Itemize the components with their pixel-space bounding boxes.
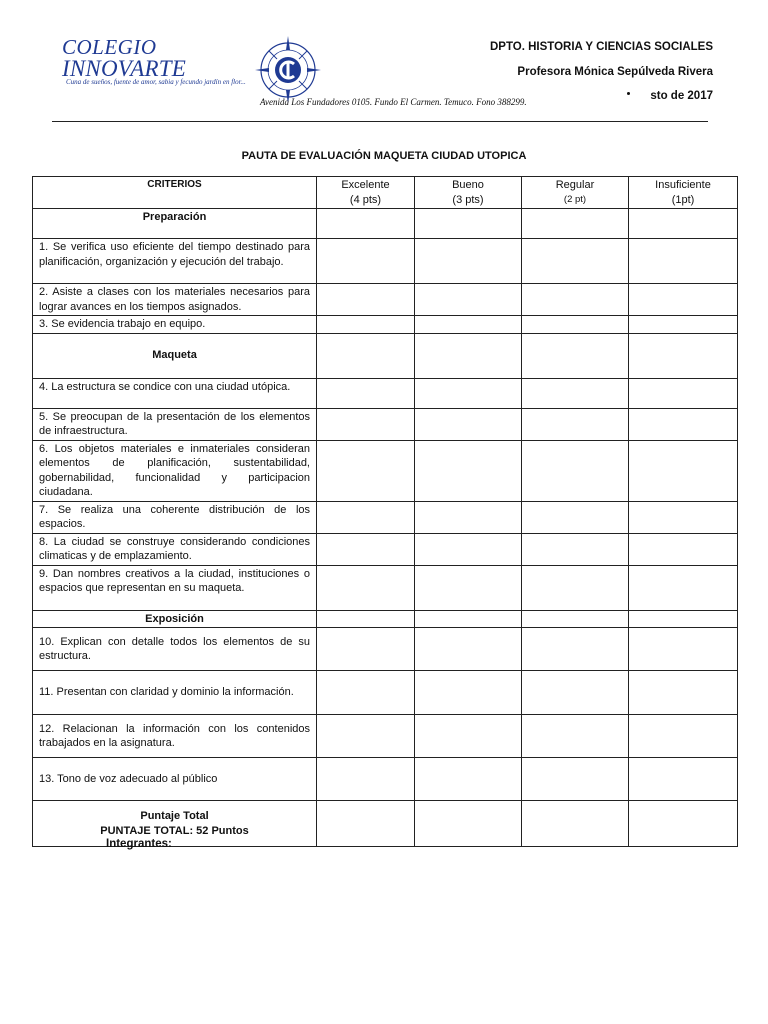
teacher-name: Profesora Mónica Sepúlveda Rivera bbox=[517, 66, 713, 78]
total-points: PUNTAJE TOTAL: 52 Puntos bbox=[100, 824, 249, 837]
score-cell[interactable] bbox=[522, 758, 629, 801]
score-cell[interactable] bbox=[415, 501, 522, 533]
criterion-11: 11. Presentan con claridad y dominio la información. bbox=[33, 671, 317, 715]
members-label: Integrantes: bbox=[106, 838, 172, 850]
level-name: Regular bbox=[555, 179, 595, 191]
score-cell[interactable] bbox=[415, 758, 522, 801]
table-header-row bbox=[33, 177, 738, 209]
table-row bbox=[33, 565, 738, 610]
logo-tagline: Cuna de sueños, fuente de amor, sabia y fecundo jardín en flor... bbox=[66, 78, 246, 86]
score-cell[interactable] bbox=[522, 671, 629, 715]
table-row bbox=[33, 628, 738, 671]
score-cell[interactable] bbox=[629, 801, 738, 847]
score-cell[interactable] bbox=[415, 284, 522, 316]
criterion-6: 6. Los objetos materiales e inmateriales consideran elementos de planificación, sustentabilidad, gobernabilidad, funcionalidad y participacion ciudadana. bbox=[33, 440, 317, 501]
score-cell[interactable] bbox=[522, 501, 629, 533]
score-cell[interactable] bbox=[317, 316, 415, 334]
score-cell[interactable] bbox=[317, 239, 415, 284]
school-address: Avenida Los Fundadores 0105. Fundo El Carmen. Temuco. Fono 388299. bbox=[260, 97, 527, 107]
level-points: (2 pt) bbox=[563, 193, 587, 205]
level-name: Bueno bbox=[452, 179, 484, 191]
criterion-4: 4. La estructura se condice con una ciudad utópica. bbox=[33, 378, 317, 408]
section-row-preparacion bbox=[33, 209, 738, 239]
date-mark bbox=[627, 92, 630, 95]
table-row bbox=[33, 440, 738, 501]
score-cell[interactable] bbox=[415, 610, 522, 628]
score-cell[interactable] bbox=[629, 408, 738, 440]
section-row-maqueta bbox=[33, 333, 738, 378]
score-cell[interactable] bbox=[629, 671, 738, 715]
score-cell[interactable] bbox=[317, 209, 415, 239]
score-cell[interactable] bbox=[629, 758, 738, 801]
score-cell[interactable] bbox=[415, 533, 522, 565]
score-cell[interactable] bbox=[522, 333, 629, 378]
score-cell[interactable] bbox=[415, 565, 522, 610]
score-cell[interactable] bbox=[415, 440, 522, 501]
score-cell[interactable] bbox=[415, 628, 522, 671]
table-row bbox=[33, 408, 738, 440]
header-divider bbox=[52, 121, 708, 122]
score-cell[interactable] bbox=[629, 333, 738, 378]
score-cell[interactable] bbox=[522, 239, 629, 284]
score-cell[interactable] bbox=[415, 333, 522, 378]
score-cell[interactable] bbox=[317, 378, 415, 408]
table-row bbox=[33, 239, 738, 284]
score-cell[interactable] bbox=[317, 501, 415, 533]
score-cell[interactable] bbox=[317, 565, 415, 610]
school-emblem-icon bbox=[255, 36, 321, 104]
score-cell[interactable] bbox=[629, 378, 738, 408]
score-cell[interactable] bbox=[629, 316, 738, 334]
score-cell[interactable] bbox=[317, 715, 415, 758]
logo-line-1: COLEGIO bbox=[62, 35, 157, 59]
score-cell[interactable] bbox=[629, 284, 738, 316]
criterion-2: 2. Asiste a clases con los materiales necesarios para lograr avances en los tiempos asignados. bbox=[33, 284, 317, 316]
score-cell[interactable] bbox=[317, 440, 415, 501]
total-label-cell bbox=[33, 801, 317, 847]
rubric-table bbox=[32, 176, 738, 847]
section-exposicion: Exposición bbox=[33, 610, 317, 628]
score-cell[interactable] bbox=[522, 801, 629, 847]
criterion-9: 9. Dan nombres creativos a la ciudad, instituciones o espacios que representan en su maqueta. bbox=[33, 565, 317, 610]
score-cell[interactable] bbox=[317, 408, 415, 440]
score-cell[interactable] bbox=[522, 533, 629, 565]
table-row bbox=[33, 501, 738, 533]
section-row-exposicion bbox=[33, 610, 738, 628]
criterion-13: 13. Tono de voz adecuado al público bbox=[33, 758, 317, 801]
score-cell[interactable] bbox=[317, 671, 415, 715]
level-name: Excelente bbox=[341, 179, 390, 191]
level-points: (1pt) bbox=[671, 193, 695, 206]
criteria-header: CRITERIOS bbox=[33, 177, 317, 209]
score-cell[interactable] bbox=[317, 333, 415, 378]
score-cell[interactable] bbox=[629, 628, 738, 671]
score-cell[interactable] bbox=[317, 628, 415, 671]
table-row bbox=[33, 316, 738, 334]
score-cell[interactable] bbox=[522, 715, 629, 758]
score-cell[interactable] bbox=[415, 408, 522, 440]
score-cell[interactable] bbox=[629, 440, 738, 501]
score-cell[interactable] bbox=[522, 316, 629, 334]
criterion-5: 5. Se preocupan de la presentación de los elementos de infraestructura. bbox=[33, 408, 317, 440]
criterion-12: 12. Relacionan la información con los contenidos trabajados en la asignatura. bbox=[33, 715, 317, 758]
score-cell[interactable] bbox=[415, 378, 522, 408]
level-header-insuficiente bbox=[629, 177, 738, 209]
score-cell[interactable] bbox=[629, 501, 738, 533]
level-header-excelente bbox=[317, 177, 415, 209]
section-maqueta: Maqueta bbox=[33, 333, 317, 378]
score-cell[interactable] bbox=[629, 565, 738, 610]
score-cell[interactable] bbox=[415, 715, 522, 758]
criterion-10: 10. Explican con detalle todos los elementos de su estructura. bbox=[33, 628, 317, 671]
score-cell[interactable] bbox=[415, 671, 522, 715]
score-cell[interactable] bbox=[522, 628, 629, 671]
score-cell[interactable] bbox=[522, 440, 629, 501]
score-cell[interactable] bbox=[317, 610, 415, 628]
score-cell[interactable] bbox=[415, 239, 522, 284]
level-header-regular bbox=[522, 177, 629, 209]
score-cell[interactable] bbox=[522, 378, 629, 408]
score-cell[interactable] bbox=[522, 209, 629, 239]
document-title: PAUTA DE EVALUACIÓN MAQUETA CIUDAD UTOPICA bbox=[241, 150, 527, 162]
score-cell[interactable] bbox=[317, 533, 415, 565]
criterion-8: 8. La ciudad se construye considerando condiciones climaticas y de emplazamiento. bbox=[33, 533, 317, 565]
level-header-bueno bbox=[415, 177, 522, 209]
table-row bbox=[33, 715, 738, 758]
table-row bbox=[33, 533, 738, 565]
score-cell[interactable] bbox=[522, 565, 629, 610]
logo-line-2: INNOVARTE bbox=[62, 55, 187, 81]
level-points: (3 pts) bbox=[452, 193, 484, 206]
criterion-3: 3. Se evidencia trabajo en equipo. bbox=[33, 316, 317, 334]
criterion-7: 7. Se realiza una coherente distribución de los espacios. bbox=[33, 501, 317, 533]
document-date: sto de 2017 bbox=[650, 90, 713, 102]
section-preparacion: Preparación bbox=[33, 209, 317, 239]
school-logo-text bbox=[62, 35, 187, 81]
criterion-1: 1. Se verifica uso eficiente del tiempo destinado para planificación, organización y ejecución del trabajo. bbox=[33, 239, 317, 284]
table-row bbox=[33, 378, 738, 408]
score-cell[interactable] bbox=[522, 284, 629, 316]
score-cell[interactable] bbox=[317, 758, 415, 801]
score-cell[interactable] bbox=[629, 533, 738, 565]
score-cell[interactable] bbox=[522, 408, 629, 440]
table-row bbox=[33, 758, 738, 801]
department-name: DPTO. HISTORIA Y CIENCIAS SOCIALES bbox=[489, 41, 713, 53]
score-cell[interactable] bbox=[415, 316, 522, 334]
score-cell[interactable] bbox=[629, 715, 738, 758]
score-cell[interactable] bbox=[522, 610, 629, 628]
score-cell[interactable] bbox=[415, 209, 522, 239]
table-row bbox=[33, 284, 738, 316]
total-label: Puntaje Total bbox=[140, 810, 209, 822]
level-name: Insuficiente bbox=[655, 179, 711, 191]
level-points: (4 pts) bbox=[349, 193, 382, 206]
score-cell[interactable] bbox=[629, 209, 738, 239]
score-cell[interactable] bbox=[629, 239, 738, 284]
score-cell[interactable] bbox=[317, 284, 415, 316]
score-cell[interactable] bbox=[415, 801, 522, 847]
table-row bbox=[33, 671, 738, 715]
score-cell[interactable] bbox=[629, 610, 738, 628]
score-cell[interactable] bbox=[317, 801, 415, 847]
